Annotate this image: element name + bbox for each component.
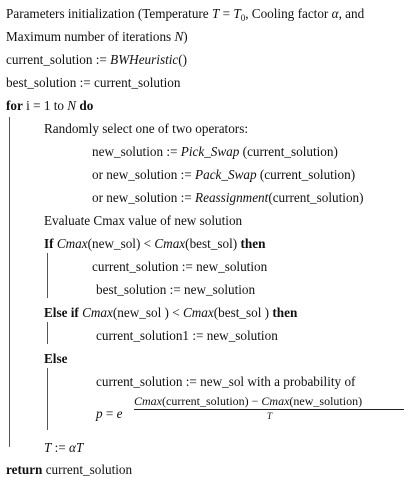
function-name: BWHeuristic <box>110 52 179 67</box>
p-symbol: p <box>96 406 103 421</box>
text: or new_solution := <box>92 190 196 205</box>
keyword-if: If <box>44 236 57 251</box>
if-condition <box>44 236 265 252</box>
text: Parameters initialization (Temperature <box>6 6 212 21</box>
cmax-term: Cmax <box>82 305 113 320</box>
operator-pack-swap <box>92 167 355 183</box>
subscript: 0 <box>240 13 246 23</box>
params-init-line-2 <box>6 29 188 45</box>
alpha-symbol: α <box>331 6 339 21</box>
text: Evaluate Cmax value of new solution <box>44 213 243 228</box>
fraction-bar <box>134 409 404 410</box>
fraction-numerator <box>134 394 362 408</box>
text: := <box>51 440 70 455</box>
text: (current_solution) <box>256 167 356 182</box>
cmax-term: Cmax <box>261 394 290 408</box>
cmax-term: Cmax <box>134 394 162 408</box>
text: i = 1 to <box>22 98 68 113</box>
text: , Cooling factor <box>245 6 332 21</box>
else-if-condition <box>44 305 297 321</box>
function-name: Pack_Swap <box>195 167 257 182</box>
best-solution-init <box>6 75 180 91</box>
probabilistic-accept-line <box>96 374 355 390</box>
for-body-bar <box>9 117 10 447</box>
text: (new_sol ) < <box>112 305 183 320</box>
operator-reassignment <box>92 190 364 206</box>
text: current_solution := new_sol with a probability of <box>96 374 356 389</box>
keyword-else-if: Else if <box>44 305 83 320</box>
text: current_solution <box>42 462 133 477</box>
text: (new_solution) <box>289 394 363 408</box>
function-name: Pick_Swap <box>180 144 240 159</box>
text: ) <box>183 29 188 44</box>
text: or new_solution := <box>92 167 196 182</box>
formula-lhs <box>96 406 122 422</box>
else-line <box>44 351 67 367</box>
text: Maximum number of iterations <box>6 29 175 44</box>
text: (best_sol ) <box>213 305 273 320</box>
temperature-symbol: T <box>75 440 84 455</box>
text: () <box>178 52 188 67</box>
select-operator-line <box>44 121 248 137</box>
assign-current-solution-1 <box>96 328 278 344</box>
else-if-body-bar <box>47 322 48 344</box>
keyword-for: for <box>6 98 23 113</box>
text: current_solution := new_solution <box>92 259 268 274</box>
function-name: Reassignment <box>195 190 269 205</box>
return-line <box>6 462 132 478</box>
e-symbol: e <box>116 406 123 421</box>
temperature-symbol: T <box>211 6 220 21</box>
text: current_solution1 := new_solution <box>96 328 278 343</box>
text: = <box>219 6 234 21</box>
initial-temperature-symbol: T <box>233 6 241 21</box>
text: current_solution := <box>6 52 111 67</box>
fraction-denominator: T <box>267 411 273 421</box>
evaluate-cmax-line <box>44 213 242 229</box>
text: (new_sol) < <box>87 236 155 251</box>
cmax-term: Cmax <box>56 236 88 251</box>
cmax-term: Cmax <box>182 305 214 320</box>
params-init-line <box>6 6 364 26</box>
text: = <box>102 406 117 421</box>
keyword-then: then <box>240 236 266 251</box>
assign-current-solution <box>92 259 267 275</box>
keyword-do: do <box>76 98 94 113</box>
temperature-symbol: T <box>44 440 52 455</box>
text: Randomly select one of two operators: <box>44 121 248 136</box>
text: (current_solution) <box>239 144 338 159</box>
for-loop-header <box>6 98 93 114</box>
text: (current_solution) <box>268 190 364 205</box>
keyword-then: then <box>272 305 298 320</box>
keyword-else: Else <box>44 351 68 366</box>
text: best_solution := new_solution <box>96 282 256 297</box>
else-body-bar <box>47 368 48 430</box>
current-solution-init <box>6 52 187 68</box>
keyword-return: return <box>6 462 43 477</box>
text: new_solution := <box>92 144 181 159</box>
text: (current_solution) − <box>162 394 262 408</box>
operator-pick-swap <box>92 144 338 160</box>
n-symbol: N <box>174 29 184 44</box>
text: (best_sol) <box>185 236 241 251</box>
alpha-symbol: α <box>69 440 76 455</box>
assign-best-solution <box>96 282 255 298</box>
temperature-update <box>44 440 83 456</box>
n-symbol: N <box>67 98 77 113</box>
text: best_solution := current_solution <box>6 75 181 90</box>
if-body-bar <box>47 253 48 298</box>
text: , and <box>338 6 365 21</box>
cmax-term: Cmax <box>154 236 186 251</box>
